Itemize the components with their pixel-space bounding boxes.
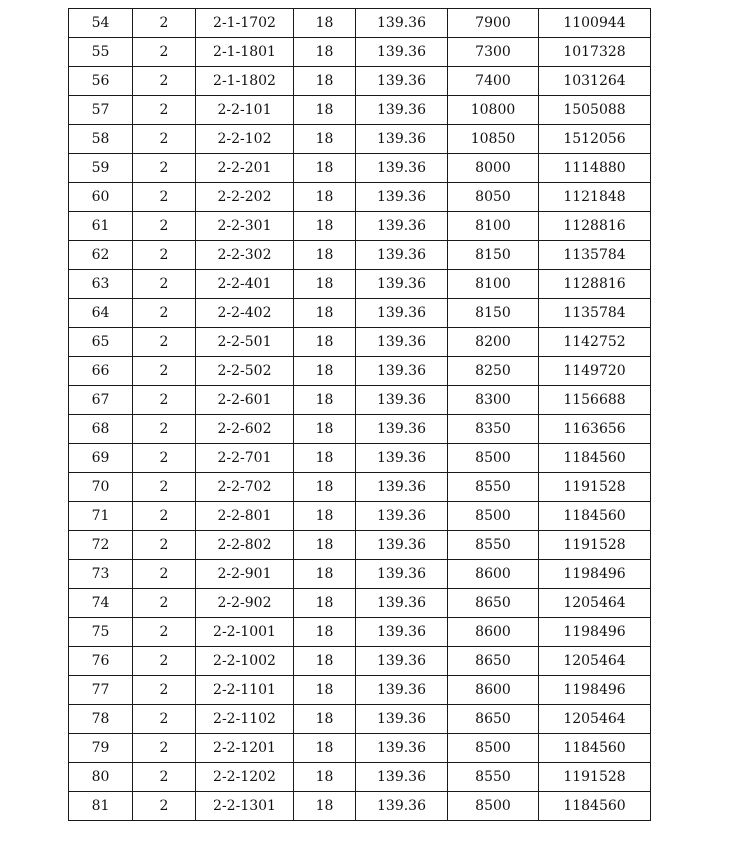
unit-number-cell: 2-2-502 <box>196 357 294 386</box>
floor-count-cell: 18 <box>294 38 356 67</box>
row-number-cell: 61 <box>69 212 133 241</box>
building-cell: 2 <box>133 763 196 792</box>
total-price-cell: 1100944 <box>539 9 651 38</box>
total-price-cell: 1163656 <box>539 415 651 444</box>
unit-number-cell: 2-2-301 <box>196 212 294 241</box>
building-cell: 2 <box>133 357 196 386</box>
area-cell: 139.36 <box>356 763 448 792</box>
unit-price-cell: 8600 <box>448 560 539 589</box>
unit-number-cell: 2-2-202 <box>196 183 294 212</box>
total-price-cell: 1031264 <box>539 67 651 96</box>
table-row <box>69 96 651 125</box>
total-price-cell: 1198496 <box>539 618 651 647</box>
unit-number-cell: 2-2-401 <box>196 270 294 299</box>
row-number-cell: 64 <box>69 299 133 328</box>
document-page <box>68 8 650 821</box>
unit-number-cell: 2-2-1101 <box>196 676 294 705</box>
area-cell: 139.36 <box>356 531 448 560</box>
row-number-cell: 79 <box>69 734 133 763</box>
building-cell: 2 <box>133 125 196 154</box>
table-row <box>69 328 651 357</box>
unit-number-cell: 2-2-901 <box>196 560 294 589</box>
total-price-cell: 1184560 <box>539 444 651 473</box>
unit-price-cell: 8550 <box>448 763 539 792</box>
building-cell: 2 <box>133 444 196 473</box>
row-number-cell: 59 <box>69 154 133 183</box>
total-price-cell: 1149720 <box>539 357 651 386</box>
area-cell: 139.36 <box>356 386 448 415</box>
area-cell: 139.36 <box>356 734 448 763</box>
table-row <box>69 705 651 734</box>
table-row <box>69 589 651 618</box>
row-number-cell: 56 <box>69 67 133 96</box>
floor-count-cell: 18 <box>294 589 356 618</box>
table-row <box>69 415 651 444</box>
floor-count-cell: 18 <box>294 734 356 763</box>
unit-number-cell: 2-2-801 <box>196 502 294 531</box>
building-cell: 2 <box>133 270 196 299</box>
table-row <box>69 67 651 96</box>
total-price-cell: 1114880 <box>539 154 651 183</box>
floor-count-cell: 18 <box>294 560 356 589</box>
table-row <box>69 734 651 763</box>
unit-price-cell: 8600 <box>448 618 539 647</box>
unit-number-cell: 2-2-701 <box>196 444 294 473</box>
unit-price-cell: 10800 <box>448 96 539 125</box>
area-cell: 139.36 <box>356 154 448 183</box>
area-cell: 139.36 <box>356 415 448 444</box>
total-price-cell: 1205464 <box>539 647 651 676</box>
row-number-cell: 77 <box>69 676 133 705</box>
total-price-cell: 1184560 <box>539 792 651 821</box>
floor-count-cell: 18 <box>294 531 356 560</box>
unit-price-cell: 8500 <box>448 502 539 531</box>
building-cell: 2 <box>133 212 196 241</box>
unit-number-cell: 2-2-201 <box>196 154 294 183</box>
row-number-cell: 66 <box>69 357 133 386</box>
area-cell: 139.36 <box>356 9 448 38</box>
building-cell: 2 <box>133 734 196 763</box>
floor-count-cell: 18 <box>294 386 356 415</box>
floor-count-cell: 18 <box>294 705 356 734</box>
total-price-cell: 1128816 <box>539 212 651 241</box>
area-cell: 139.36 <box>356 270 448 299</box>
price-table-body <box>69 9 651 821</box>
total-price-cell: 1128816 <box>539 270 651 299</box>
building-cell: 2 <box>133 560 196 589</box>
floor-count-cell: 18 <box>294 9 356 38</box>
area-cell: 139.36 <box>356 647 448 676</box>
building-cell: 2 <box>133 705 196 734</box>
table-row <box>69 502 651 531</box>
row-number-cell: 81 <box>69 792 133 821</box>
total-price-cell: 1512056 <box>539 125 651 154</box>
unit-number-cell: 2-2-902 <box>196 589 294 618</box>
row-number-cell: 75 <box>69 618 133 647</box>
row-number-cell: 69 <box>69 444 133 473</box>
unit-price-cell: 8100 <box>448 270 539 299</box>
floor-count-cell: 18 <box>294 183 356 212</box>
table-row <box>69 212 651 241</box>
floor-count-cell: 18 <box>294 763 356 792</box>
floor-count-cell: 18 <box>294 676 356 705</box>
floor-count-cell: 18 <box>294 473 356 502</box>
floor-count-cell: 18 <box>294 357 356 386</box>
floor-count-cell: 18 <box>294 241 356 270</box>
area-cell: 139.36 <box>356 299 448 328</box>
total-price-cell: 1017328 <box>539 38 651 67</box>
floor-count-cell: 18 <box>294 415 356 444</box>
area-cell: 139.36 <box>356 560 448 589</box>
total-price-cell: 1205464 <box>539 589 651 618</box>
row-number-cell: 57 <box>69 96 133 125</box>
area-cell: 139.36 <box>356 705 448 734</box>
building-cell: 2 <box>133 792 196 821</box>
building-cell: 2 <box>133 415 196 444</box>
unit-number-cell: 2-1-1801 <box>196 38 294 67</box>
floor-count-cell: 18 <box>294 154 356 183</box>
row-number-cell: 72 <box>69 531 133 560</box>
building-cell: 2 <box>133 241 196 270</box>
total-price-cell: 1156688 <box>539 386 651 415</box>
table-row <box>69 792 651 821</box>
building-cell: 2 <box>133 647 196 676</box>
table-row <box>69 183 651 212</box>
area-cell: 139.36 <box>356 241 448 270</box>
unit-number-cell: 2-2-302 <box>196 241 294 270</box>
table-row <box>69 9 651 38</box>
row-number-cell: 68 <box>69 415 133 444</box>
total-price-cell: 1184560 <box>539 502 651 531</box>
building-cell: 2 <box>133 502 196 531</box>
unit-price-cell: 8650 <box>448 647 539 676</box>
table-row <box>69 125 651 154</box>
area-cell: 139.36 <box>356 589 448 618</box>
area-cell: 139.36 <box>356 357 448 386</box>
unit-number-cell: 2-1-1702 <box>196 9 294 38</box>
building-cell: 2 <box>133 183 196 212</box>
area-cell: 139.36 <box>356 38 448 67</box>
table-row <box>69 386 651 415</box>
unit-number-cell: 2-2-1001 <box>196 618 294 647</box>
building-cell: 2 <box>133 154 196 183</box>
building-cell: 2 <box>133 386 196 415</box>
building-cell: 2 <box>133 38 196 67</box>
unit-price-cell: 7400 <box>448 67 539 96</box>
building-cell: 2 <box>133 589 196 618</box>
floor-count-cell: 18 <box>294 125 356 154</box>
building-cell: 2 <box>133 676 196 705</box>
area-cell: 139.36 <box>356 96 448 125</box>
unit-price-cell: 8500 <box>448 792 539 821</box>
floor-count-cell: 18 <box>294 647 356 676</box>
area-cell: 139.36 <box>356 125 448 154</box>
floor-count-cell: 18 <box>294 444 356 473</box>
table-row <box>69 38 651 67</box>
building-cell: 2 <box>133 96 196 125</box>
table-row <box>69 618 651 647</box>
unit-number-cell: 2-2-601 <box>196 386 294 415</box>
unit-number-cell: 2-2-102 <box>196 125 294 154</box>
area-cell: 139.36 <box>356 502 448 531</box>
total-price-cell: 1191528 <box>539 473 651 502</box>
building-cell: 2 <box>133 473 196 502</box>
unit-price-cell: 8500 <box>448 734 539 763</box>
building-cell: 2 <box>133 299 196 328</box>
unit-price-cell: 8150 <box>448 299 539 328</box>
unit-price-cell: 8150 <box>448 241 539 270</box>
table-row <box>69 676 651 705</box>
area-cell: 139.36 <box>356 473 448 502</box>
building-cell: 2 <box>133 67 196 96</box>
table-row <box>69 763 651 792</box>
unit-price-cell: 8050 <box>448 183 539 212</box>
unit-number-cell: 2-1-1802 <box>196 67 294 96</box>
row-number-cell: 65 <box>69 328 133 357</box>
table-row <box>69 357 651 386</box>
unit-price-cell: 8650 <box>448 589 539 618</box>
floor-count-cell: 18 <box>294 96 356 125</box>
table-row <box>69 647 651 676</box>
unit-number-cell: 2-2-1301 <box>196 792 294 821</box>
table-row <box>69 531 651 560</box>
unit-price-cell: 8650 <box>448 705 539 734</box>
area-cell: 139.36 <box>356 618 448 647</box>
unit-number-cell: 2-2-1202 <box>196 763 294 792</box>
row-number-cell: 76 <box>69 647 133 676</box>
area-cell: 139.36 <box>356 67 448 96</box>
row-number-cell: 73 <box>69 560 133 589</box>
unit-price-cell: 10850 <box>448 125 539 154</box>
unit-number-cell: 2-2-1102 <box>196 705 294 734</box>
total-price-cell: 1198496 <box>539 676 651 705</box>
building-cell: 2 <box>133 531 196 560</box>
row-number-cell: 62 <box>69 241 133 270</box>
unit-price-cell: 7300 <box>448 38 539 67</box>
row-number-cell: 58 <box>69 125 133 154</box>
price-table <box>68 8 651 821</box>
row-number-cell: 54 <box>69 9 133 38</box>
unit-price-cell: 8200 <box>448 328 539 357</box>
total-price-cell: 1505088 <box>539 96 651 125</box>
unit-price-cell: 8250 <box>448 357 539 386</box>
unit-number-cell: 2-2-702 <box>196 473 294 502</box>
table-row <box>69 154 651 183</box>
total-price-cell: 1135784 <box>539 241 651 270</box>
total-price-cell: 1191528 <box>539 531 651 560</box>
area-cell: 139.36 <box>356 676 448 705</box>
floor-count-cell: 18 <box>294 67 356 96</box>
unit-number-cell: 2-2-802 <box>196 531 294 560</box>
row-number-cell: 55 <box>69 38 133 67</box>
row-number-cell: 71 <box>69 502 133 531</box>
total-price-cell: 1191528 <box>539 763 651 792</box>
building-cell: 2 <box>133 328 196 357</box>
total-price-cell: 1205464 <box>539 705 651 734</box>
area-cell: 139.36 <box>356 212 448 241</box>
floor-count-cell: 18 <box>294 792 356 821</box>
table-row <box>69 241 651 270</box>
unit-price-cell: 8500 <box>448 444 539 473</box>
unit-number-cell: 2-2-1201 <box>196 734 294 763</box>
row-number-cell: 74 <box>69 589 133 618</box>
unit-number-cell: 2-2-101 <box>196 96 294 125</box>
table-row <box>69 444 651 473</box>
building-cell: 2 <box>133 618 196 647</box>
area-cell: 139.36 <box>356 328 448 357</box>
table-row <box>69 473 651 502</box>
table-row <box>69 270 651 299</box>
floor-count-cell: 18 <box>294 618 356 647</box>
unit-price-cell: 8300 <box>448 386 539 415</box>
table-row <box>69 299 651 328</box>
table-row <box>69 560 651 589</box>
total-price-cell: 1184560 <box>539 734 651 763</box>
total-price-cell: 1142752 <box>539 328 651 357</box>
floor-count-cell: 18 <box>294 270 356 299</box>
unit-price-cell: 8600 <box>448 676 539 705</box>
area-cell: 139.36 <box>356 792 448 821</box>
unit-price-cell: 7900 <box>448 9 539 38</box>
total-price-cell: 1198496 <box>539 560 651 589</box>
row-number-cell: 78 <box>69 705 133 734</box>
row-number-cell: 67 <box>69 386 133 415</box>
unit-price-cell: 8550 <box>448 473 539 502</box>
unit-number-cell: 2-2-1002 <box>196 647 294 676</box>
unit-price-cell: 8100 <box>448 212 539 241</box>
unit-number-cell: 2-2-501 <box>196 328 294 357</box>
unit-price-cell: 8350 <box>448 415 539 444</box>
row-number-cell: 70 <box>69 473 133 502</box>
unit-price-cell: 8550 <box>448 531 539 560</box>
total-price-cell: 1121848 <box>539 183 651 212</box>
unit-number-cell: 2-2-402 <box>196 299 294 328</box>
floor-count-cell: 18 <box>294 299 356 328</box>
unit-number-cell: 2-2-602 <box>196 415 294 444</box>
total-price-cell: 1135784 <box>539 299 651 328</box>
floor-count-cell: 18 <box>294 212 356 241</box>
building-cell: 2 <box>133 9 196 38</box>
floor-count-cell: 18 <box>294 502 356 531</box>
row-number-cell: 60 <box>69 183 133 212</box>
area-cell: 139.36 <box>356 183 448 212</box>
row-number-cell: 80 <box>69 763 133 792</box>
row-number-cell: 63 <box>69 270 133 299</box>
floor-count-cell: 18 <box>294 328 356 357</box>
unit-price-cell: 8000 <box>448 154 539 183</box>
area-cell: 139.36 <box>356 444 448 473</box>
